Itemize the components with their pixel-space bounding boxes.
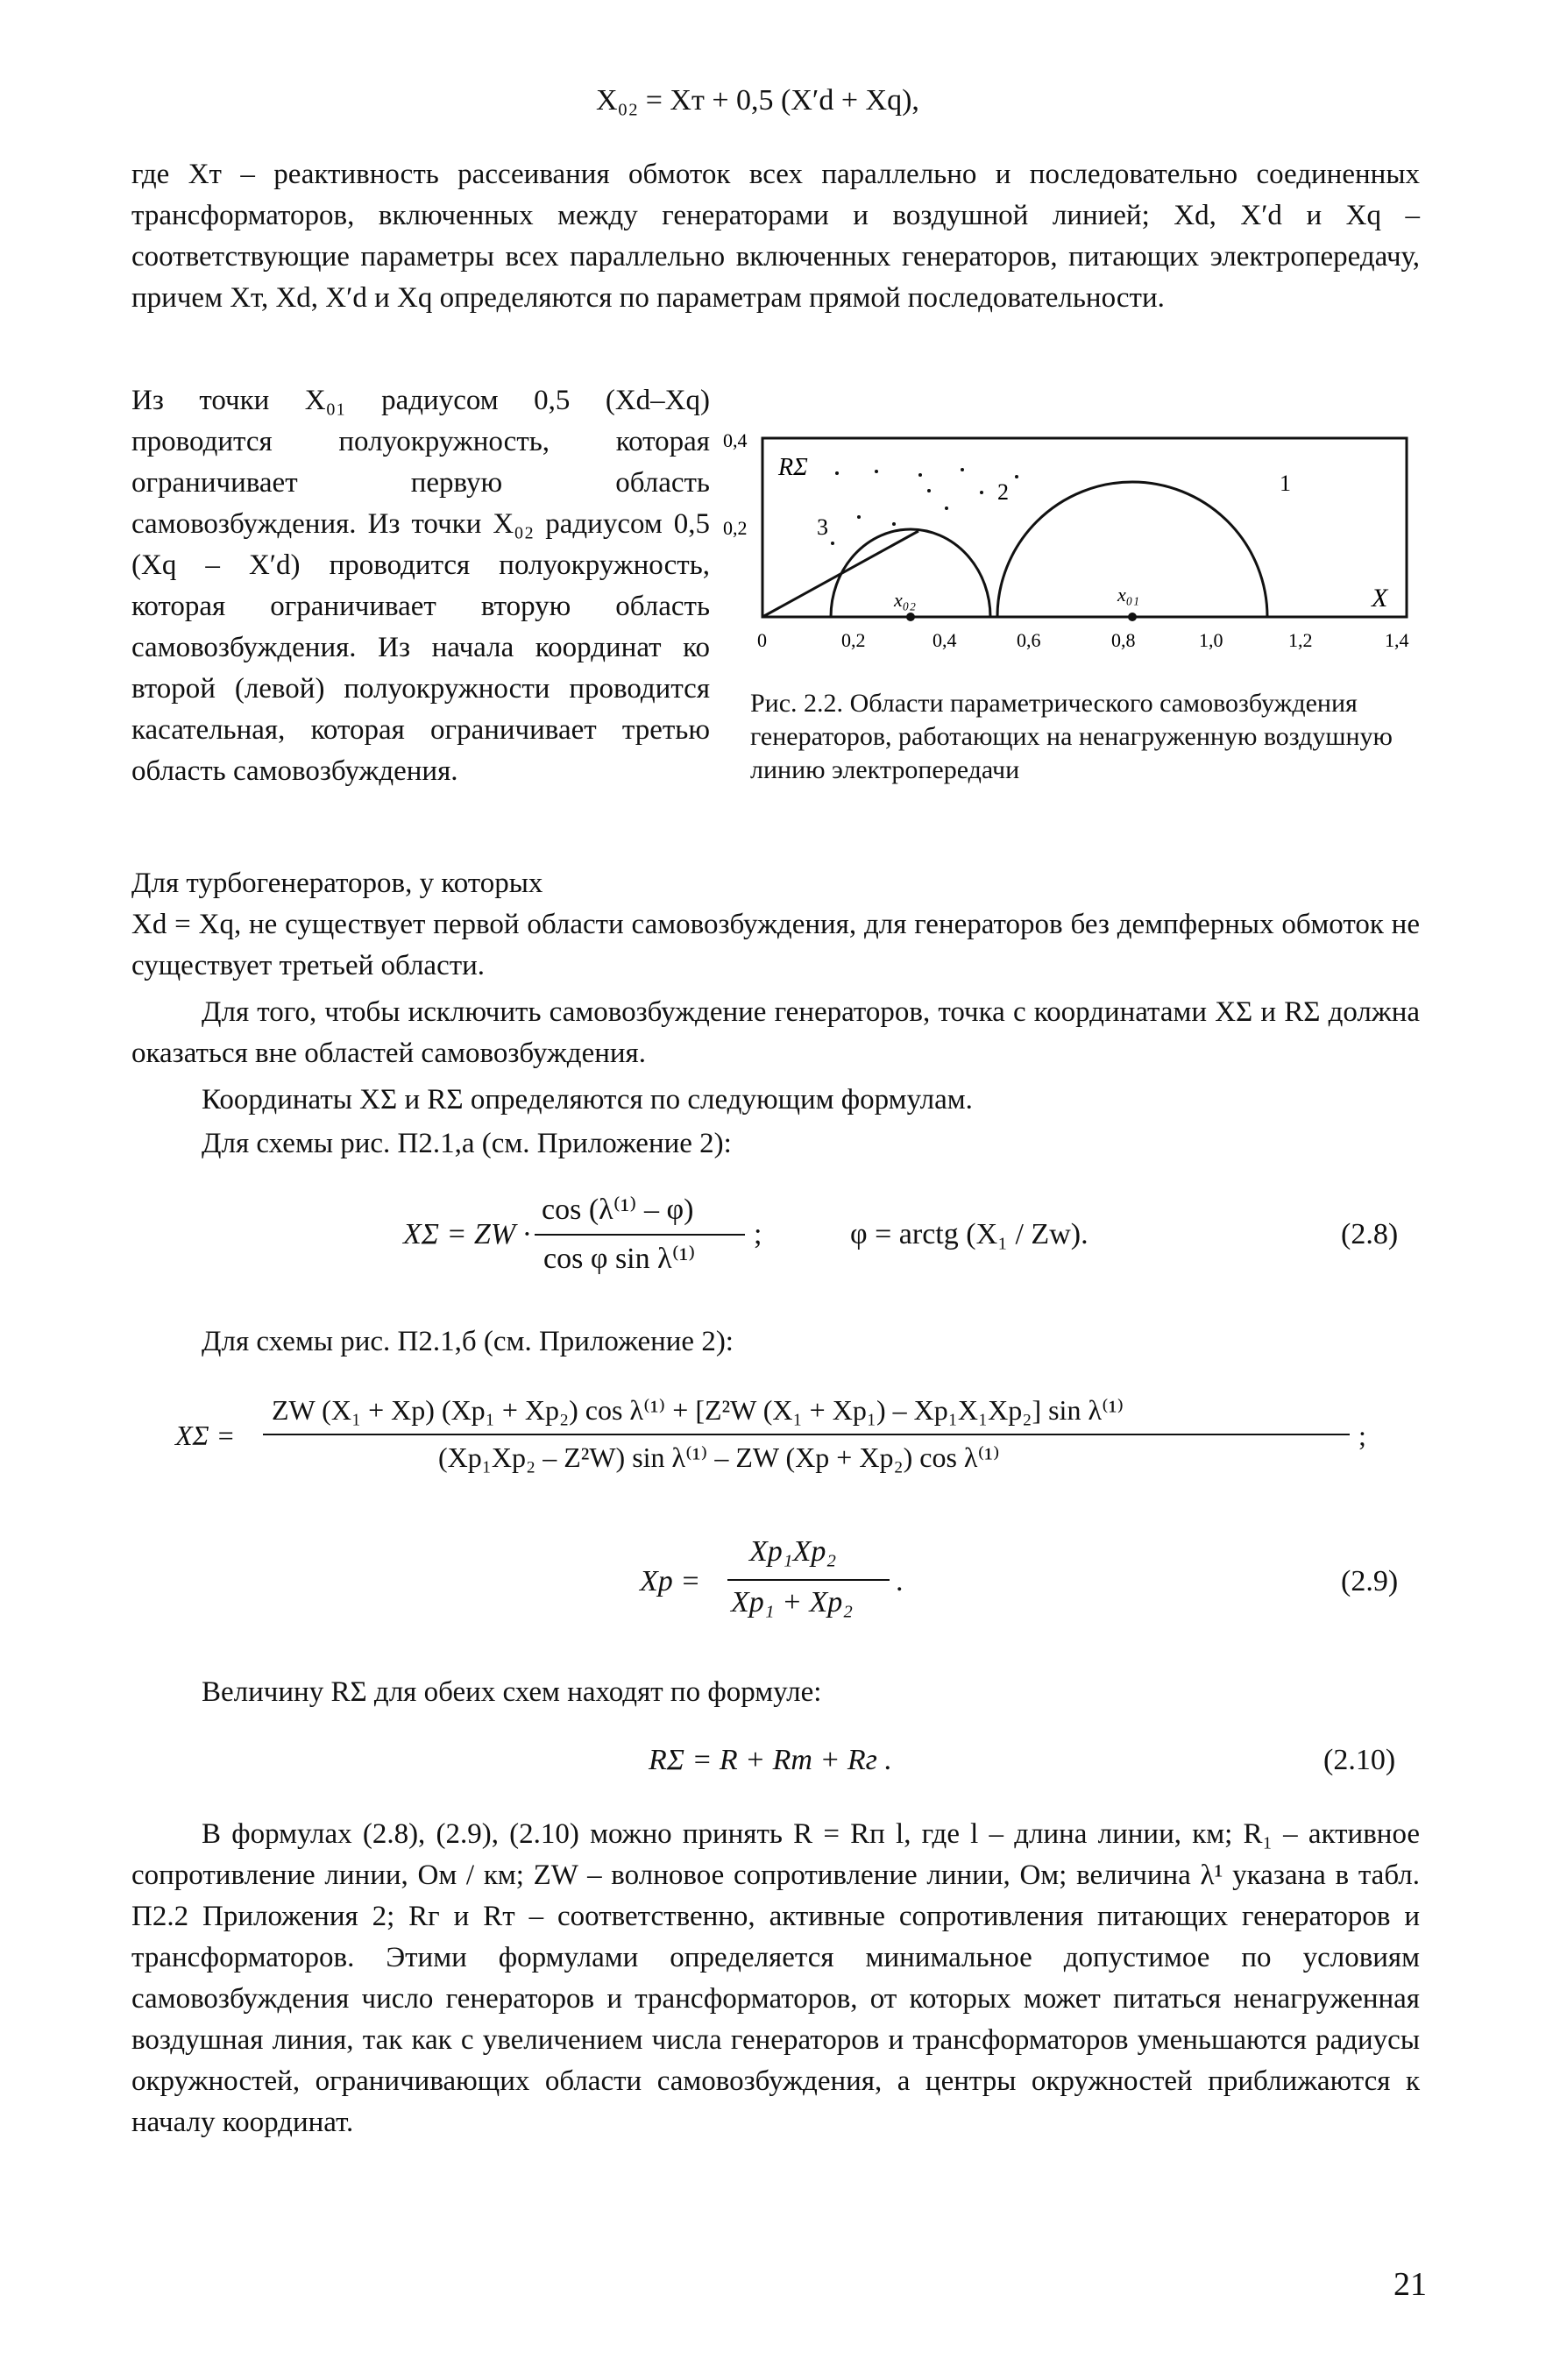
equation-2-10: RΣ = R + Rт + Rг . [649, 1744, 892, 1776]
center-point-x02 [906, 613, 915, 621]
region-label-1: 1 [1280, 471, 1291, 496]
y-tick-label: 0,4 [723, 429, 748, 451]
x-tick-label: 1,0 [1199, 629, 1223, 651]
x-tick-label: 0,6 [1017, 629, 1041, 651]
paragraph-turbogenerators-cont: Xd = Xq, не существует первой области самовозбуждения, для генераторов без демпферных обмоток не существует третьей области. [131, 909, 1420, 981]
center-label-x02: x₀₂ [894, 589, 917, 611]
formula-x02: X₀₂ = Xт + 0,5 (X′d + Xq), [596, 84, 919, 117]
region-label-3: 3 [817, 514, 828, 540]
x-tick-label: 0,8 [1111, 629, 1136, 651]
paragraph-scheme-a: Для схемы рис. П2.1,а (см. Приложение 2): [202, 1128, 732, 1159]
equation-2-8: XΣ = ZW · cos (λ⁽¹⁾ – φ) cos φ sin λ⁽¹⁾ ; φ = arctg (X₁ / Zw). (2.8) [403, 1194, 1399, 1275]
equation-x-sigma-scheme-b: XΣ = ZW (X₁ + Xр) (Xр₁ + Xр₂) cos λ⁽¹⁾ + [Z²W (X₁ + Xр₁) – Xр₁X₁Xр₂] sin λ⁽¹⁾ (Xр₁Xр₂ – Z²W) sin λ⁽¹⁾ – ZW (Xр + Xр₂) cos λ⁽¹⁾ ; [175, 1394, 1366, 1473]
paragraph-turbogenerators-start: Для турбогенераторов, у которых [131, 868, 543, 899]
paragraph-formula-notes: В формулах (2.8), (2.9), (2.10) можно принять R = Rп l, где l – длина линии, км; R₁ – активное сопротивление линии, Ом / км; ZW – волновое сопротивление линии, Ом; величина λ¹ указана в табл. П2.2 Приложения 2; Rг и Rт – соответственно, активные сопротивления питающих генераторов и трансформаторов. Этими формулами определяется минимальное допустимое по условиям самовозбуждения число генераторов и трансформаторов, от которых может питаться ненагруженная воздушная линия, так как с увеличением числа генераторов и трансформаторов уменьшаются радиусы окружностей, ограничивающих области самовозбуждения, а центры окружностей приближаются к началу координат. [131, 1818, 1420, 2138]
paragraph-r-sigma: Величину RΣ для обеих схем находят по формуле: [202, 1676, 822, 1708]
x-tick-label: 1,2 [1288, 629, 1313, 651]
region-label-2: 2 [997, 479, 1009, 505]
equation-2-9: Xр = Xр₁Xр₂ Xр₁ + Xр₂ . (2.9) [640, 1535, 1399, 1619]
dotted-region-marks [831, 468, 1018, 545]
x-axis-label: X [1372, 584, 1388, 613]
equation-2-10-number: (2.10) [1323, 1744, 1396, 1776]
paragraph-exclude-self-excitation: Для того, чтобы исключить самовозбуждение генераторов, точка с координатами XΣ и RΣ должна оказаться вне областей самовозбуждения. [131, 996, 1420, 1069]
y-tick-label: 0,2 [723, 517, 748, 539]
center-point-x01 [1128, 613, 1137, 621]
figure-self-excitation-regions [719, 421, 1420, 675]
paragraph-coordinates: Координаты XΣ и RΣ определяются по следующим формулам. [202, 1084, 973, 1116]
figure-caption [750, 687, 1443, 787]
paragraph-reactance-definition: где Xт – реактивность рассеивания обмоток всех параллельно и последовательно соединенных трансформаторов, включенных между генераторами и воздушной линией; Xd, X′d и Xq – соответствующие параметры всех параллельно включенных генераторов, питающих электропередачу, причем Xт, Xd, X′d и Xq определяются по параметрам прямой последовательности. [131, 159, 1420, 314]
plot-frame [762, 438, 1407, 617]
center-label-x01: x₀₁ [1117, 584, 1140, 606]
y-axis-label: RΣ [778, 454, 808, 481]
x-tick-label: 0,2 [841, 629, 866, 651]
page-number: 21 [1393, 2266, 1427, 2303]
paragraph-scheme-b: Для схемы рис. П2.1,б (см. Приложение 2): [202, 1326, 734, 1357]
paragraph-self-excitation-regions: Из точки X₀₁ радиусом 0,5 (Xd–Xq) проводится полуокружность, которая ограничивает первую область самовозбуждения. Из точки X₀₂ радиусом 0,5 (Xq – X′d) проводится полуокружность, которая ограничивает вторую область самовозбуждения. Из начала координат ко второй (левой) полуокружности проводится касательная, которая ограничивает третью область самовозбуждения. [131, 385, 710, 787]
x-tick-label: 0 [757, 629, 767, 651]
figure-caption-label: Рис. 2.2. [750, 689, 844, 718]
x-tick-label: 1,4 [1385, 629, 1409, 651]
figure-caption-text: Области параметрического самовозбуждения генераторов, работающих на ненагруженную воздушную линию электропередачи [750, 689, 1393, 784]
x-tick-label: 0,4 [933, 629, 957, 651]
